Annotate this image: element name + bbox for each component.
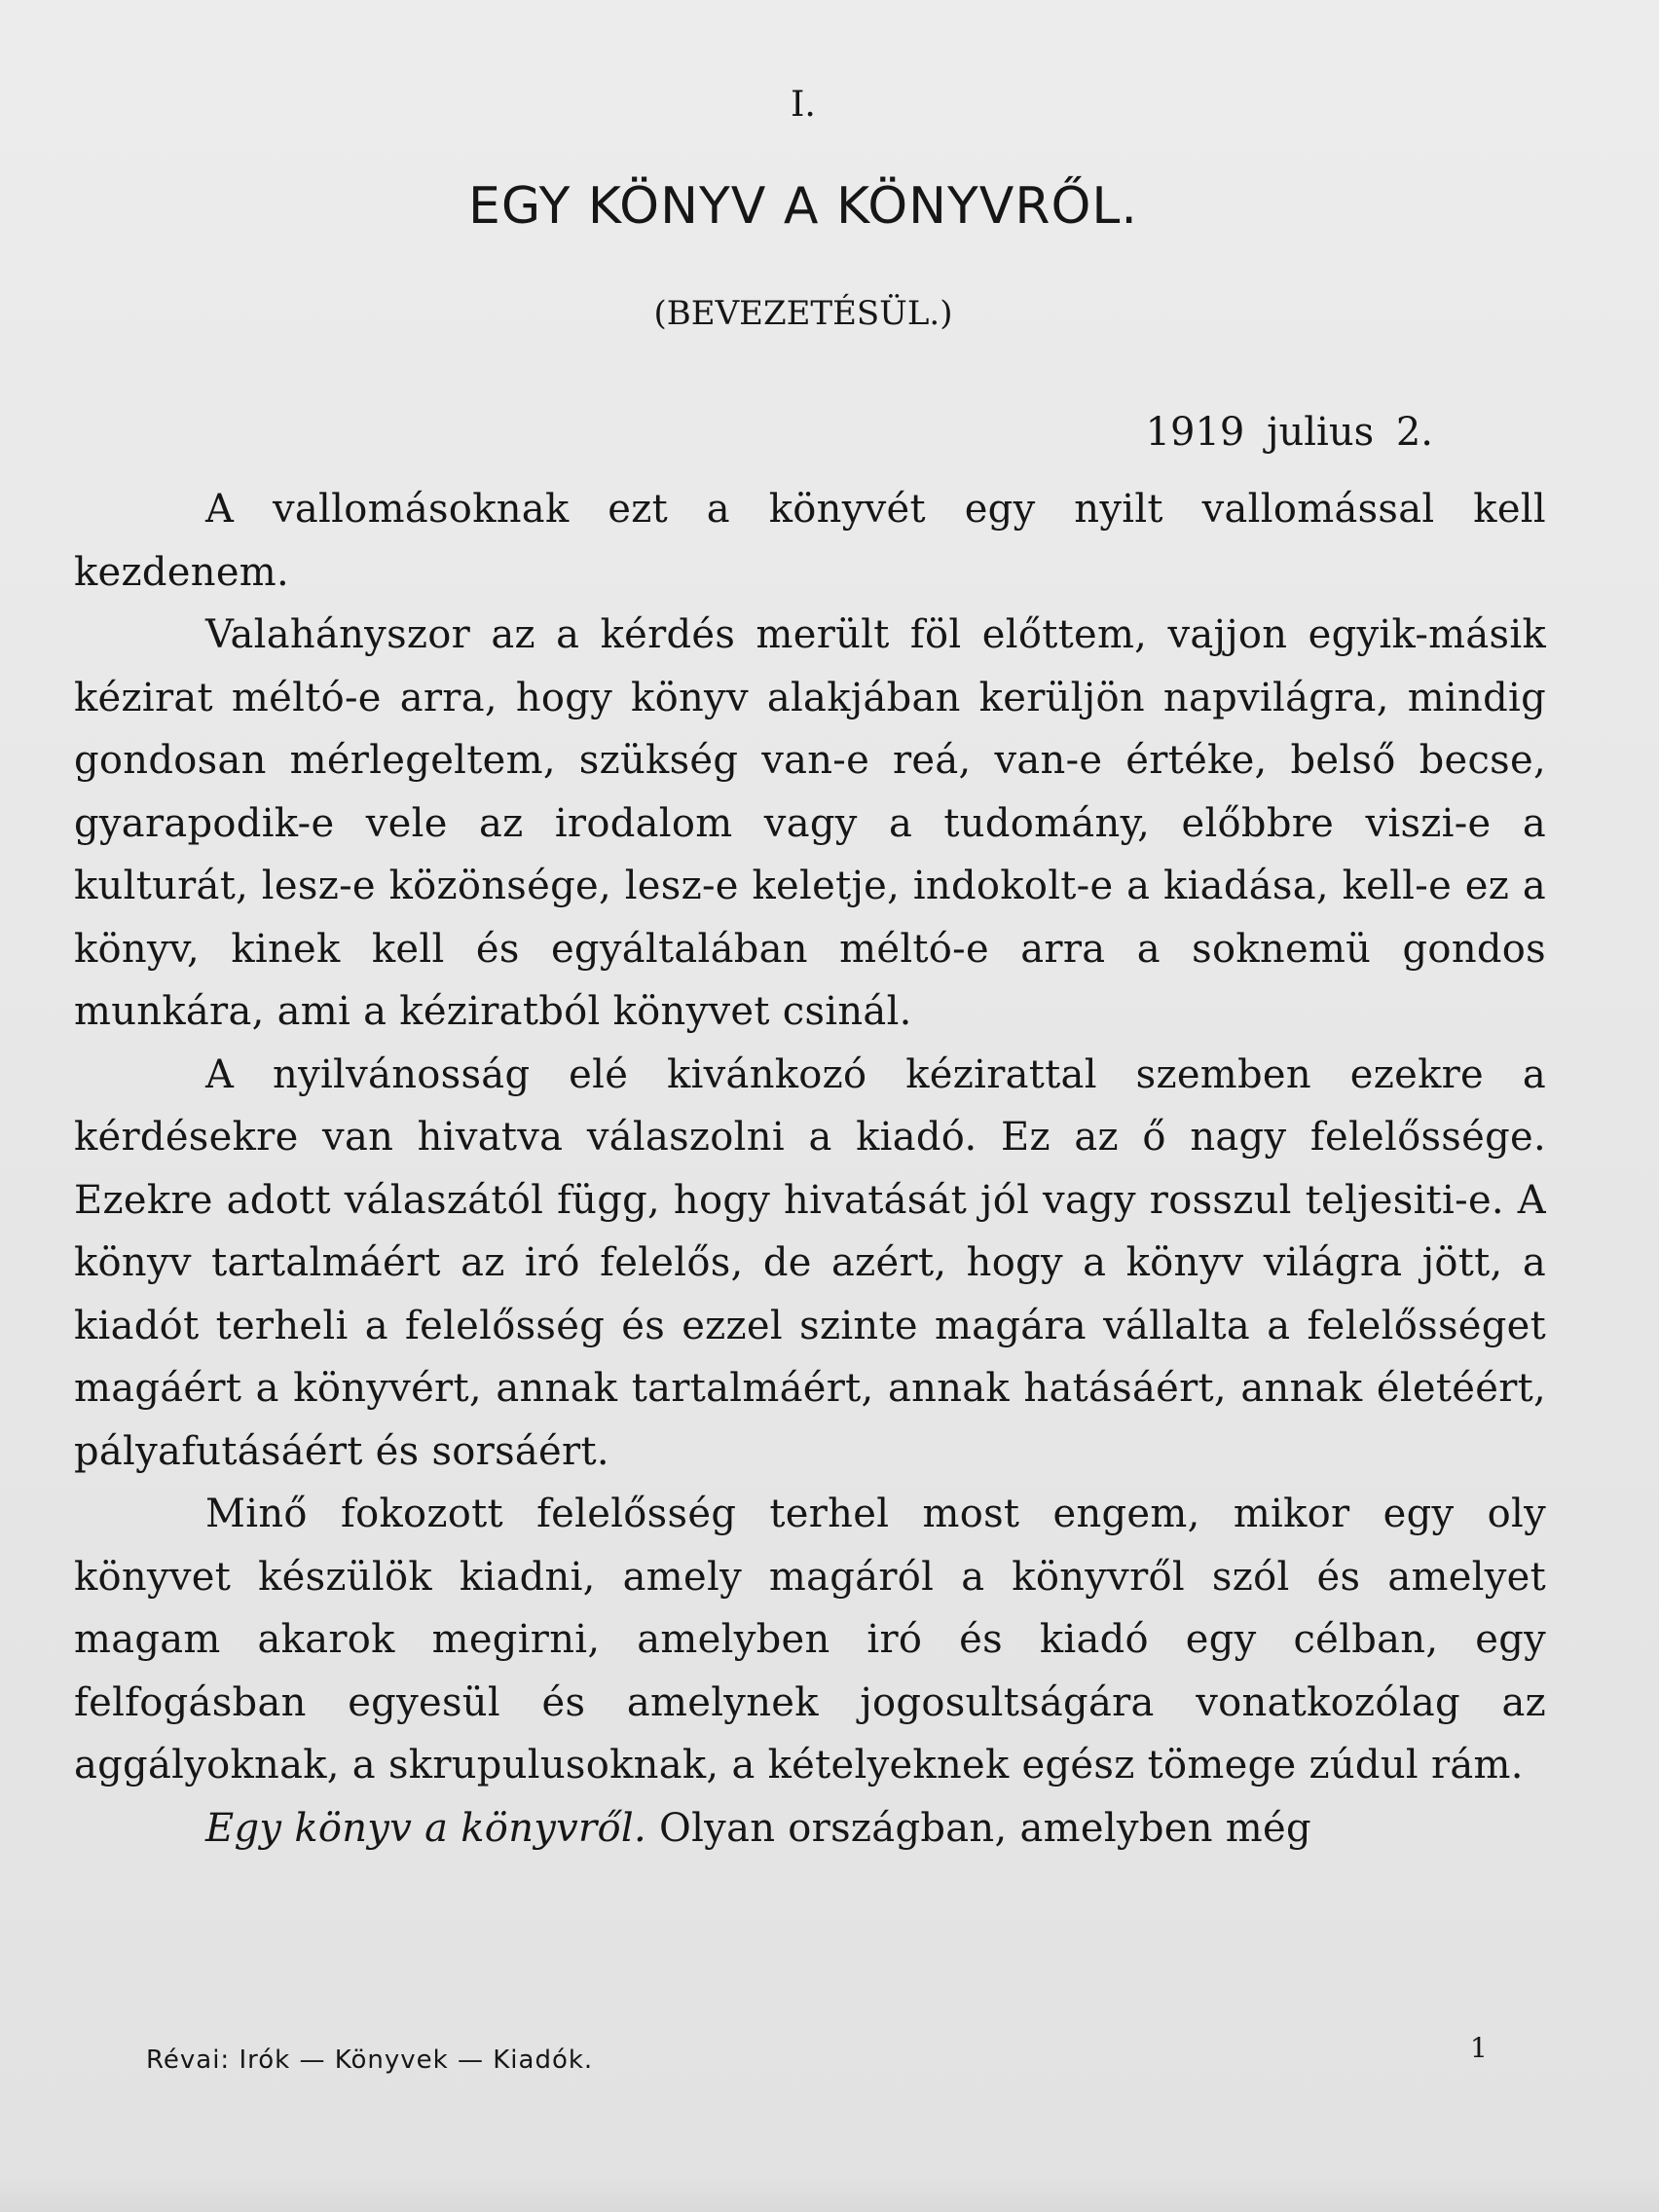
page-number: 1 [1470,2032,1488,2064]
paragraph-tail: Olyan országban, amelyben még [645,1805,1311,1851]
paragraph: A nyilvánosság elé kivánkozó kézirattal szemben ezekre a kérdésekre van hivatva válaszolni a kiadó. Ez az ő nagy felelőssége. Ezekre adott válaszától függ, hogy hivatását jól vagy rosszul teljesiti-e. A könyv tartalmáért az iró felelős, de azért, hogy a könyv világra jött, a kiadót terheli a felelősség és ezzel szinte magára vállalta a felelősséget magáért a könyvért, annak tartalmáért, annak hatásáért, annak életéért, pályafutásáért és sorsáért. [74,1051,1546,1474]
italic-lead: Egy könyv a könyvről. [205,1805,646,1851]
paragraph-continuing [74,1797,1546,1861]
chapter-title: EGY KÖNYV A KÖNYVRŐL. [468,177,1138,236]
bottom-shadow [0,2177,1659,2212]
chapter-subtitle: (BEVEZETÉSÜL.) [653,294,953,333]
paragraph: Minő fokozott felelősség terhel most engem, mikor egy oly könyvet készülök kiadni, amely magáról a könyvről szól és amelyet magam akarok megirni, amelyben iró és kiadó egy célban, egy felfogásban egyesül és amelynek jogosultságára vonatkozólag az aggályoknak, a skrupulusoknak, a kételyeknek egész tömege zúdul rám. [74,1492,1546,1788]
body-text [74,478,1546,1860]
running-footer: Révai: Irók — Könyvek — Kiadók. [146,2046,594,2075]
paragraph: Valahányszor az a kérdés merült föl előttem, vajjon egyik-másik kézirat méltó-e arra, hogy könyv alakjában kerüljön napvilágra, mindig gondosan mérlegeltem, szükség van-e reá, van-e értéke, belső becse, gyarapodik-e vele az irodalom vagy a tudomány, előbbre viszi-e a kulturát, lesz-e közönsége, lesz-e keletje, indokolt-e a kiadása, kell-e ez a könyv, kinek kell és egyáltalában méltó-e arra a soknemü gondos munkára, ami a kéziratból könyvet csinál. [74,612,1546,1034]
paragraph: A vallomásoknak ezt a könyvét egy nyilt vallomással kell kezdenem. [74,487,1546,595]
date-line: 1919 julius 2. [1145,410,1433,455]
chapter-number: I. [791,85,816,125]
